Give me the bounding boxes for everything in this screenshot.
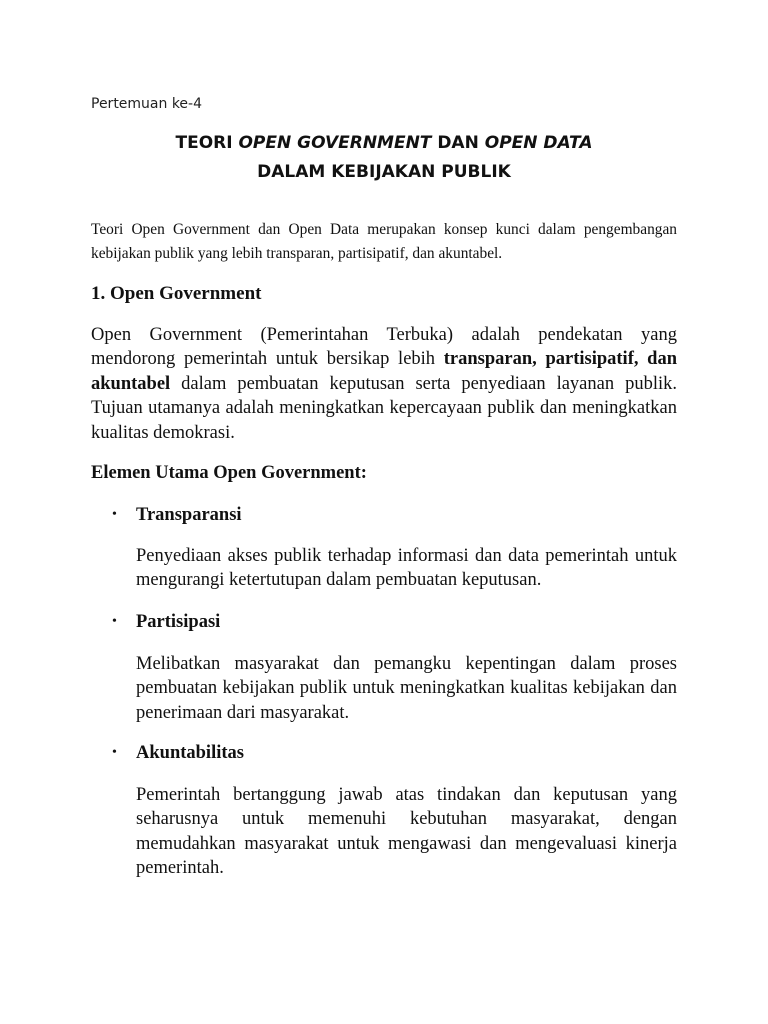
- title-part-4: OPEN DATA: [484, 133, 593, 153]
- bullet-symbol: •: [112, 507, 117, 522]
- bullet-description-partisipasi: Melibatkan masyarakat dan pemangku kepentingan dalam proses pembuatan kebijakan publik untuk meningkatkan kualitas kebijakan dan penerimaan dari masyarakat.: [136, 654, 677, 723]
- bullet-label: Partisipasi: [136, 612, 221, 632]
- bullet-symbol: •: [112, 614, 117, 629]
- bullet-description-akuntabilitas: Pemerintah bertanggung jawab atas tindakan dan keputusan yang seharusnya untuk memenuhi kebutuhan masyarakat, dengan memudahkan masyarakat untuk mengawasi dan mengevaluasi kinerja pemerintah.: [136, 785, 677, 879]
- elements-heading: Elemen Utama Open Government:: [91, 463, 367, 483]
- bullet-label: Transparansi: [136, 505, 242, 525]
- meeting-label: Pertemuan ke-4: [91, 96, 203, 112]
- open-government-paragraph: [91, 323, 677, 445]
- bullet-symbol: •: [112, 745, 117, 760]
- title-part-2: OPEN GOVERNMENT: [238, 133, 432, 153]
- paragraph-bold-text: transparan, partisipatif, dan akuntabel: [91, 349, 678, 394]
- title-part-1: TEORI: [175, 133, 239, 153]
- paragraph-text-1: Open Government (Pemerintahan Terbuka) adalah pendekatan yang mendorong pemerintah untuk bersikap lebih: [91, 325, 677, 370]
- section-heading-open-government: 1. Open Government: [91, 283, 262, 304]
- intro-paragraph: Teori Open Government dan Open Data merupakan konsep kunci dalam pengembangan kebijakan publik yang lebih transparan, partisipatif, dan akuntabel.: [91, 221, 677, 262]
- paragraph-text-2: dalam pembuatan keputusan serta penyediaan layanan publik. Tujuan utamanya adalah meningkatkan kepercayaan publik dan meningkatkan kualitas demokrasi.: [91, 373, 677, 443]
- document-title: [91, 129, 677, 187]
- title-part-3: DAN: [431, 133, 485, 153]
- bullet-label: Akuntabilitas: [136, 743, 244, 763]
- title-line-1: [91, 129, 677, 158]
- title-line-2: DALAM KEBIJAKAN PUBLIK: [257, 162, 511, 182]
- bullet-description-transparansi: Penyediaan akses publik terhadap informasi dan data pemerintah untuk mengurangi ketertutupan dalam pembuatan keputusan.: [136, 546, 677, 591]
